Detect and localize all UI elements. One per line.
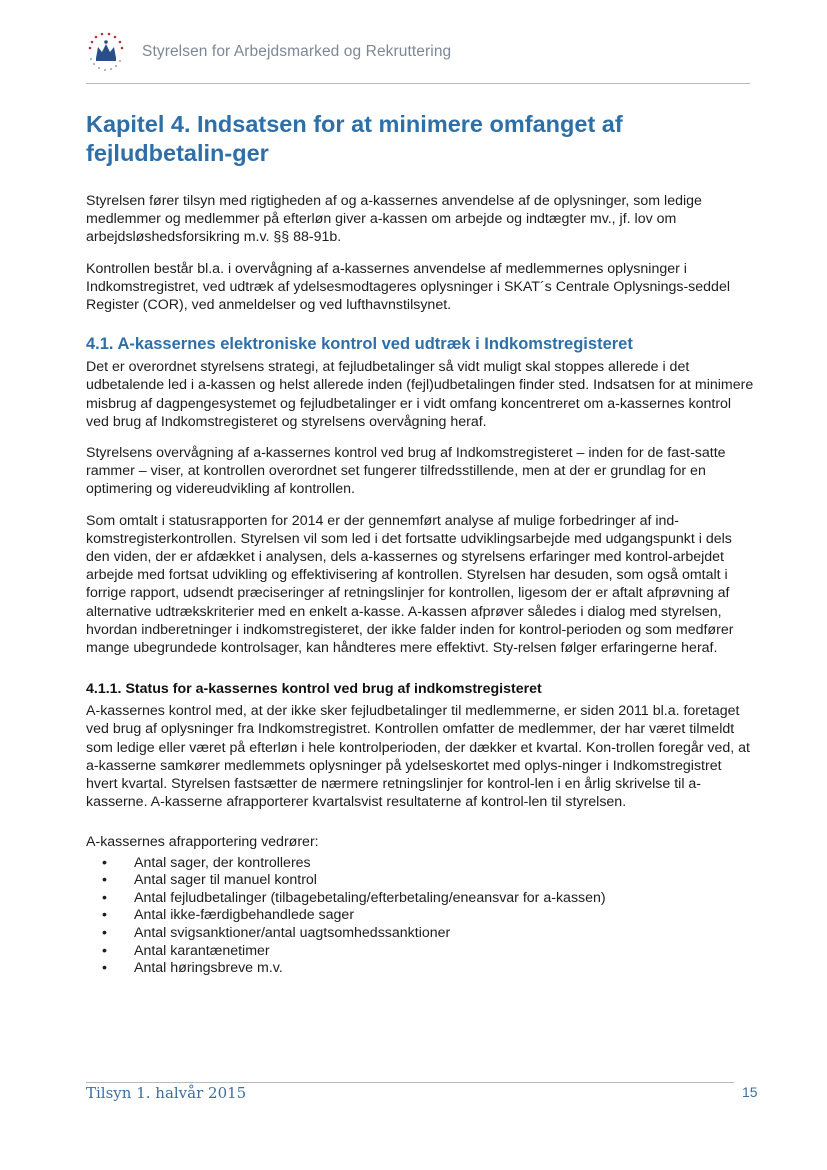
bullet-icon: • <box>102 907 107 924</box>
chapter-paragraph: Kontrollen består bl.a. i overvågning af a-kassernes anvendelse af medlemmernes oplysninger i Indkomstregistret, ved udtræk af ydelsesmodtageres oplysninger i SKAT´s Centrale Oplysnings-seddel Register (COR), ved anmeldelser og ved lufthavnstilsynet. <box>86 260 730 314</box>
bullet-icon: • <box>102 872 107 889</box>
footer-report-title: Tilsyn 1. halvår 2015 <box>86 1084 247 1102</box>
header-divider <box>86 83 750 84</box>
section-paragraph: Styrelsens overvågning af a-kassernes kontrol ved brug af Indkomstregisteret – inden for de fast-satte rammer – viser, at kontrollen overordnet set fungerer tilfredsstillende, men at der er grundlag for en optimering og videreudvikling af kontrollen. <box>86 445 726 498</box>
bullet-icon: • <box>102 925 107 942</box>
chapter-paragraph: Styrelsen fører tilsyn med rigtigheden af og a-kassernes anvendelse af de oplysninger, som ledige medlemmer og medlemmer på efterløn giver a-kassen om arbejde og indtægter mv., jf. lov om arbejdsløshedsforsikring m.v. §§ 88-91b. <box>86 193 702 246</box>
list-lead: A-kassernes afrapportering vedrører: <box>86 834 319 851</box>
list-item: • Antal sager til manuel kontrol <box>102 872 317 889</box>
bullet-icon: • <box>102 942 107 959</box>
reporting-list <box>86 855 754 978</box>
section-paragraph: A-kassernes kontrol med, at der ikke sker fejludbetalinger til medlemmerne, er siden 2011 bl.a. foretaget ved brug af oplysninger fra Indkomstregistret. Kontrollen omfatter de medlemmer, der har været tilmeldt som ledige eller været på efterløn i hele kontrolperioden, der dækker et kvartal. Kon-trollen foregår ved, at a-kasserne samkører medlemmets oplysninger på ydelseskortet med oplys-ninger i Indkomstregistret hvert kvartal. Styrelsen fastsætter de nærmere retningslinjer for kontrol-len i en årlig skrivelse til a-kasserne. A-kasserne afrapporterer kvartalsvist resultaterne af kontrol-len til styrelsen. <box>86 703 750 811</box>
chapter-title: Kapitel 4. Indsatsen for at minimere omfanget af fejludbetalin-ger <box>86 111 623 166</box>
list-item: • Antal sager, der kontrolleres <box>102 854 311 871</box>
list-item: • Antal karantænetimer <box>102 942 270 959</box>
section-4-1-title: 4.1. A-kassernes elektroniske kontrol ved udtræk i Indkomstregisteret <box>86 335 633 354</box>
page-header <box>82 28 451 76</box>
list-item: • Antal fejludbetalinger (tilbagebetaling/efterbetaling/eneansvar for a-kassen) <box>102 889 606 906</box>
bullet-icon: • <box>102 960 107 977</box>
section-paragraph: Som omtalt i statusrapporten for 2014 er der gennemført analyse af mulige forbedringer af ind-komstregisterkontrollen. Styrelsen vil som led i det fortsatte udviklingsarbejde med udgangspunkt i dels den viden, der er afdækket i analysen, dels a-kassernes og styrelsens erfaringer med kontrol-arbejdet arbejde med fortsat udvikling og effektivisering af kontrollen. Styrelsen har desuden, som også omtalt i forrige rapport, udsendt præciseringer af retningslinjer for kontrollen, ligesom der er aftalt afprøvning af alternative udtrækskriterier med en enkelt a-kasse. A-kassen afprøver således i dialog med styrelsen, hvordan indberetninger i indkomstregisteret, der ikke falder inden for kontrol-perioden og som medfører mange ubegrundede kontrolsager, kan håndteres mere effektivt. Sty-relsen følger erfaringerne heraf. <box>86 512 734 657</box>
page-content <box>86 110 754 978</box>
list-item: • Antal svigsanktioner/antal uagtsomhedssanktioner <box>102 925 451 942</box>
page-number: 15 <box>742 1084 758 1100</box>
list-item: • Antal ikke-færdigbehandlede sager <box>102 907 355 924</box>
section-paragraph: Det er overordnet styrelsens strategi, at fejludbetalinger så vidt muligt skal stoppes allerede i det udbetalende led i a-kassen og helst allerede inden (fejl)udbetalingen finder sted. Indsatsen for at minimere misbrug af dagpengesystemet og fejludbetalinger er i vidt omfang koncentreret om a-kassernes kontrol ved brug af Indkomstregisteret og styrelsens overvågning heraf. <box>86 359 754 430</box>
agency-name: Styrelsen for Arbejdsmarked og Rekruttering <box>142 43 452 60</box>
crown-seal-icon <box>82 28 130 76</box>
bullet-icon: • <box>102 889 107 906</box>
list-item: • Antal høringsbreve m.v. <box>102 960 283 977</box>
footer-divider <box>86 1082 734 1083</box>
bullet-icon: • <box>102 854 107 871</box>
section-4-1-1-title: 4.1.1. Status for a-kassernes kontrol ved brug af indkomstregisteret <box>86 681 542 698</box>
